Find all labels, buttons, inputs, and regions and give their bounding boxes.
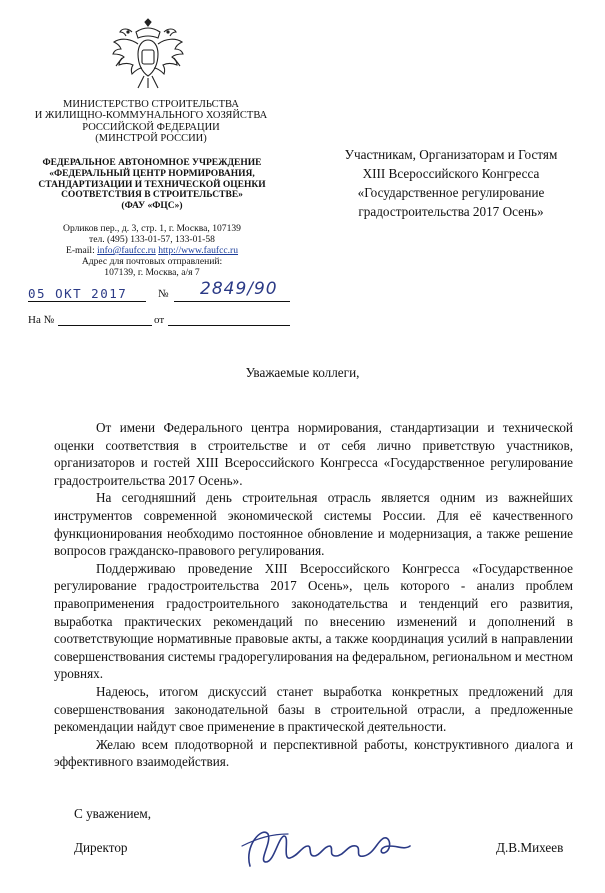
paragraph: Желаю всем плодотворной и перспективной работы, конструктивного диалога и эффективного взаимодействия. (54, 736, 573, 770)
recipient-line: «Государственное регулирование (357, 185, 545, 200)
paragraph: От имени Федерального центра нормирования, стандартизации и технической оценки соответствия в строительстве и от себя лично приветствую участников, организаторов и гостей XIII Всероссийского Конгресса «Государственное регулирование градостроительства 2017 Осень». (54, 420, 573, 488)
salutation: Уважаемые коллеги, (245, 365, 360, 380)
double-headed-eagle-emblem-icon (108, 18, 188, 92)
closing: С уважением, (74, 806, 151, 821)
institution-line: СТАНДАРТИЗАЦИИ И ТЕХНИЧЕСКОЙ ОЦЕНКИ (38, 179, 266, 190)
ministry-line: (МИНСТРОЙ РОССИИ) (95, 133, 207, 145)
paragraph: Поддерживаю проведение XIII Всероссийского Конгресса «Государственное регулирование градостроительства 2017 Осень», цель которого - анализ проблем правоприменения градостроительного законодательства и тенденций его развития, выработка практических рекомендаций по внесению изменений и дополнений в соответствующие нормативные правовые акты, а также координация усилий в направлении совершенствования системы градорегулирования на федеральном, региональном и местном уровнях. (54, 560, 573, 682)
postal-address: 107139, г. Москва, а/я 7 (104, 267, 200, 279)
institution-header (0, 158, 304, 212)
address: Орликов пер., д. 3, стр. 1, г. Москва, 107139 (63, 223, 241, 234)
outgoing-date-stamp: 05 ОКТ 2017 (28, 286, 128, 301)
recipient-line: Участникам, Организаторам и Гостям (344, 147, 558, 162)
institution-line: (ФАУ «ФЦС») (121, 201, 183, 212)
number-label: № (158, 288, 169, 300)
reference-number-underline (58, 325, 152, 326)
date-underline (28, 301, 146, 302)
paragraph: На сегодняшний день строительная отрасль является одним из важнейших инструментов современной экономической системы России. Для её качественного функционирования необходимо постоянное обновление и модернизация, а также решение вопросов гражданско-правового регулирования. (54, 490, 573, 559)
signer-name: Д.В.Михеев (496, 840, 564, 855)
recipient-block (326, 145, 576, 221)
reference-date-underline (168, 325, 290, 326)
email-link[interactable]: info@faufcc.ru (97, 245, 156, 257)
reference-from-label: от (154, 314, 165, 326)
letter-body (54, 419, 573, 771)
ministry-header (0, 99, 302, 145)
institution-line: ФЕДЕРАЛЬНОЕ АВТОНОМНОЕ УЧРЕЖДЕНИЕ (42, 158, 262, 168)
outgoing-number: 2849/90 (200, 279, 278, 299)
ministry-line: И ЖИЛИЩНО-КОММУНАЛЬНОГО ХОЗЯЙСТВА (34, 110, 268, 122)
email-label: E-mail: (65, 245, 98, 257)
ministry-line: МИНИСТЕРСТВО СТРОИТЕЛЬСТВА (63, 99, 239, 110)
email-web-line (0, 245, 304, 256)
ministry-line: РОССИЙСКОЙ ФЕДЕРАЦИИ (82, 121, 220, 133)
reference-label: На № (28, 314, 55, 326)
institution-line: СООТВЕТСТВИЯ В СТРОИТЕЛЬСТВЕ» (61, 190, 243, 201)
contact-block (0, 223, 304, 278)
recipient-line: градостроительства 2017 Осень» (358, 204, 544, 219)
handwritten-signature-icon (228, 816, 418, 874)
number-underline (174, 301, 290, 302)
paragraph: Надеюсь, итогом дискуссий станет выработка конкретных предложений для совершенствования законодательной базы в строительной отрасли, а предложенные рекомендации найдут свое применение в практической деятельности. (54, 683, 573, 735)
website-link[interactable]: http://www.faufcc.ru (158, 245, 239, 257)
phone: тел. (495) 133-01-57, 133-01-58 (89, 234, 215, 246)
recipient-line: XIII Всероссийского Конгресса (362, 166, 540, 181)
outgoing-registration (28, 279, 292, 308)
reference-line (28, 314, 292, 330)
signer-position: Директор (74, 840, 128, 855)
institution-line: «ФЕДЕРАЛЬНЫЙ ЦЕНТР НОРМИРОВАНИЯ, (49, 168, 255, 179)
postal-label: Адрес для почтовых отправлений: (81, 256, 223, 268)
